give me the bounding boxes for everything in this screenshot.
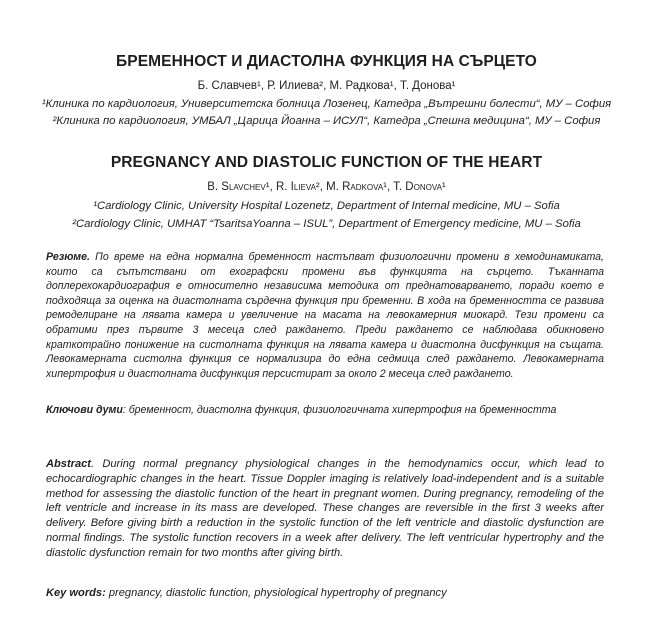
- en-authors: B. Slavchev¹, R. Ilieva², M. Radkova¹, T. Donova¹: [207, 181, 446, 193]
- bg-abstract-text: По време на една нормална бременност настъпват физиологични промени в хемодинамиката, които са съпътствани от ехографски промени във функцията на сърцето. Тъканната доплерехокардиография е относително независима методика от преднатоварването, поради което е подходяща за оценка на диастолната сърдечна функция при бременни. В хода на бременността се развива ремоделиране на лявата камера и увеличение на масата на левокамерния миокард. Тези промени са обратими през първите 3 месеца след раждането. Преди раждането се наблюдава обикновено краткотрайно понижение на систолната функция на лявата камера и диастолна дисфункция на същата. Левокамерната систолна функция се нормализира до една седмица след раждането. Левокамерната хипертрофия и диастолната дисфункция персистират за около 2 месеца след раждането.: [46, 251, 604, 380]
- bg-keywords: [46, 403, 604, 418]
- en-keywords: [46, 586, 604, 601]
- en-abstract-label: Abstract: [46, 458, 92, 470]
- bg-title: БРЕМЕННОСТ И ДИАСТОЛНА ФУНКЦИЯ НА СЪРЦЕТО: [116, 53, 537, 70]
- bg-authors: Б. Славчев¹, Р. Илиева², М. Радкова¹, Т. Донова¹: [197, 80, 456, 92]
- en-keywords-label: Key words:: [46, 587, 106, 599]
- en-affiliation-1: ¹Cardiology Clinic, University Hospital Lozenetz, Department of Internal medicine, MU – Sofia: [93, 200, 560, 212]
- en-abstract: [46, 457, 604, 561]
- bg-abstract: [46, 250, 604, 381]
- bg-keywords-label: Ключови думи: [46, 404, 123, 416]
- en-keywords-text: pregnancy, diastolic function, physiological hypertrophy of pregnancy: [105, 587, 447, 599]
- en-affiliation-2: ²Cardiology Clinic, UMHAT “TsaritsaYoanna – ISUL”, Department of Emergency medicine, MU – Sofia: [72, 218, 581, 230]
- bg-affiliation-1: ¹Клиника по кардиология, Университетска болница Лозенец, Катедра „Вътрешни болести“, МУ – София: [41, 98, 612, 110]
- en-abstract-text: . During normal pregnancy physiological changes in the hemodynamics occur, which lead to echocardiographic changes in the heart. Tissue Doppler imaging is relatively load-independent and is a suitable method for assessing the diastolic function of the heart in pregnant women. During pregnancy, remodeling of the left ventricle and increase in its mass are developed. These changes are reversible in the first 3 weeks after delivery. Before giving birth a reduction in the systolic function of the left ventricle and diastolic dysfunction are normal findings. The systolic function recovers in a week after delivery. The left ventricular hypertrophy and the diastolic dysfunction remain for two months after giving birth.: [46, 458, 604, 559]
- en-title: PREGNANCY AND DIASTOLIC FUNCTION OF THE HEART: [110, 154, 543, 171]
- bg-keywords-text: : бременност, диастолна функция, физиологичната хипертрофия на бременността: [122, 404, 557, 416]
- bg-affiliation-2: ²Клиника по кардиология, УМБАЛ „Царица Йоанна – ИСУЛ“, Катедра „Спешна медицина“, МУ – София: [52, 115, 601, 127]
- bg-abstract-label: Резюме.: [46, 251, 90, 263]
